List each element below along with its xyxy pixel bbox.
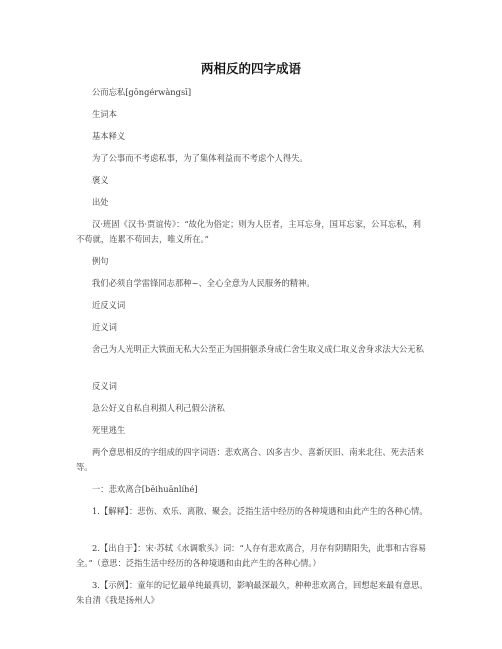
basic-meaning-label: 基本释义 — [92, 131, 126, 141]
intro-text: 两个意思相反的字组成的四字词语：悲欢离合、凶多吉少、喜新厌旧、南来北往、死去活来等。 — [76, 447, 424, 472]
antonyms-label: 反义词 — [92, 381, 117, 391]
idiom-heading: 公而忘私[gōngérwàngsī] — [92, 87, 192, 97]
entry-explanation: 1.【解释】：悲伤、欢乐、离散、聚会。泛指生活中经历的各种境遇和由此产生的各种心情。 — [92, 506, 428, 516]
synonyms-antonyms-label: 近反义词 — [92, 300, 126, 310]
source-text: 汉·班固《汉书·贾谊传》：“故化为俗定；则为人臣者，主耳忘身，国耳忘家，公耳忘私，利不苟就，连累不苟回去，唯义所在。” — [76, 219, 421, 244]
meaning-text: 为了公事而不考虑私事，为了集体利益而不考虑个人得失。 — [92, 153, 308, 163]
example-label: 例句 — [92, 256, 109, 266]
section-heading: 死里逃生 — [92, 425, 126, 435]
connotation-label: 褒义 — [92, 175, 109, 185]
entry-example: 3.【示例】：童年的记忆最单纯最真切，影响最深最久，种种悲欢离合，回想起来最有意思。朱自清《我是扬州人》 — [76, 580, 428, 605]
source-label: 出处 — [92, 197, 109, 207]
entry-heading: 一：悲欢离合[bēihuānlíhé] — [92, 484, 198, 494]
entry-source: 2.【出自于】：宋·苏轼《水调歌头》词：“人存有悲欢离合，月存有阴睛阳失，此事和古容易全。”（意思：泛指生活中经历的各种境遇和由此产生的各种心情。） — [76, 543, 427, 568]
document-title: 两相反的四字成语 — [200, 61, 301, 76]
synonyms-text: 舍己为人光明正大铁面无私大公至正为国捐躯杀身成仁舍生取义成仁取义舍身求法大公无私 — [92, 344, 424, 354]
vocab-label: 生词本 — [92, 109, 117, 119]
synonyms-label: 近义词 — [92, 322, 117, 332]
antonyms-text: 急公好义自私自利损人利己假公济私 — [92, 403, 225, 413]
example-text: 我们必须自学雷锋同志那种~、全心全意为人民服务的精神。 — [92, 278, 315, 288]
